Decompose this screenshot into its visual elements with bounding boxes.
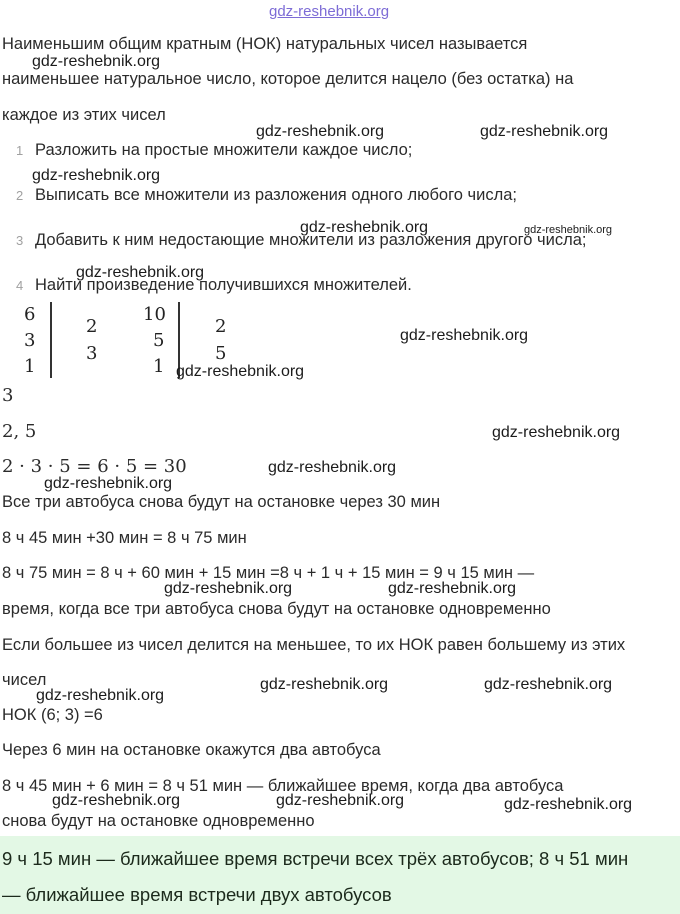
time-two-line: 8 ч 45 мин + 6 мин = 8 ч 51 мин — ближайшее время, когда два автобуса	[2, 777, 564, 795]
definition-line-3: каждое из этих чисел	[2, 106, 166, 124]
watermark: gdz-reshebnik.org	[268, 459, 397, 476]
nok-line: НОК (6; 3) =6	[2, 706, 103, 724]
two-buses-line: Через 6 мин на остановке окажутся два автобуса	[2, 741, 381, 759]
time-conversion-line: 8 ч 75 мин = 8 ч + 60 мин + 15 мин =8 ч + 1 ч + 15 мин = 9 ч 15 мин —	[2, 564, 535, 582]
answer-box	[0, 836, 680, 914]
step-text: Добавить к ним недостающие множители из разложения другого числа;	[35, 231, 587, 249]
fac-factor: 2	[86, 316, 98, 337]
answer-line-1: 9 ч 15 мин — ближайшее время встречи всех трёх автобусов; 8 ч 51 мин	[2, 848, 629, 869]
fac-factor: 2	[215, 316, 227, 337]
step-number: 1	[16, 143, 24, 158]
watermark: gdz-reshebnik.org	[492, 424, 621, 441]
time-add-line: 8 ч 45 мин +30 мин = 8 ч 75 мин	[2, 529, 247, 547]
definition-line-1: Наименьшим общим кратным (НОК) натуральных чисел называется	[2, 35, 528, 53]
watermark: gdz-reshebnik.org	[300, 219, 429, 236]
fac-number: 1	[153, 356, 165, 377]
rule-line-2: чисел	[2, 671, 47, 689]
step-text: Найти произведение получившихся множителей.	[35, 276, 412, 294]
fac-factor: 3	[86, 343, 98, 364]
line-two-five: 2, 5	[2, 421, 37, 442]
step-text: Выписать все множители из разложения одного любого числа;	[35, 186, 517, 204]
fac-number: 5	[153, 330, 165, 351]
fac-number: 10	[143, 304, 166, 325]
watermark: gdz-reshebnik.org	[32, 167, 161, 184]
fac-number: 1	[24, 356, 36, 377]
watermark: gdz-reshebnik.org	[480, 123, 609, 140]
watermark: gdz-reshebnik.org	[44, 475, 173, 492]
watermark: gdz-reshebnik.org	[484, 676, 613, 693]
step-text: Разложить на простые множители каждое число;	[35, 141, 413, 159]
watermark: gdz-reshebnik.org	[276, 792, 405, 809]
step-number: 3	[16, 233, 24, 248]
step-number: 2	[16, 188, 24, 203]
definition-line-2: наименьшее натуральное число, которое делится нацело (без остатка) на	[2, 70, 574, 88]
fac-number: 3	[24, 330, 36, 351]
watermark: gdz-reshebnik.org	[76, 264, 205, 281]
fac-factor: 5	[215, 343, 227, 364]
buses-30-line: Все три автобуса снова будут на остановке через 30 мин	[2, 493, 441, 511]
watermark: gdz-reshebnik.org	[36, 687, 165, 704]
watermark: gdz-reshebnik.org	[52, 792, 181, 809]
watermark: gdz-reshebnik.org	[400, 327, 529, 344]
watermark: gdz-reshebnik.org	[260, 676, 389, 693]
watermark: gdz-reshebnik.org	[256, 123, 385, 140]
fac-number: 6	[24, 304, 36, 325]
watermark: gdz-reshebnik.org	[32, 53, 161, 70]
watermark: gdz-reshebnik.org	[164, 580, 293, 597]
rule-line-1: Если большее из чисел делится на меньшее, то их НОК равен большему из этих	[2, 636, 626, 654]
watermark: gdz-reshebnik.org	[176, 363, 305, 380]
time-conversion-line-2: время, когда все три автобуса снова будут на остановке одновременно	[2, 600, 551, 618]
watermark-top[interactable]: gdz-reshebnik.org	[269, 3, 390, 20]
watermark: gdz-reshebnik.org	[388, 580, 517, 597]
step-number: 4	[16, 278, 24, 293]
time-two-line-2: снова будут на остановке одновременно	[2, 812, 315, 830]
watermark: gdz-reshebnik.org	[524, 224, 613, 236]
product-line: 2 · 3 · 5 = 6 · 5 = 30	[2, 456, 187, 477]
answer-line-2: — ближайшее время встречи двух автобусов	[2, 884, 392, 905]
line-three: 3	[2, 385, 14, 406]
fac-divider	[50, 302, 52, 378]
watermark: gdz-reshebnik.org	[504, 796, 633, 813]
